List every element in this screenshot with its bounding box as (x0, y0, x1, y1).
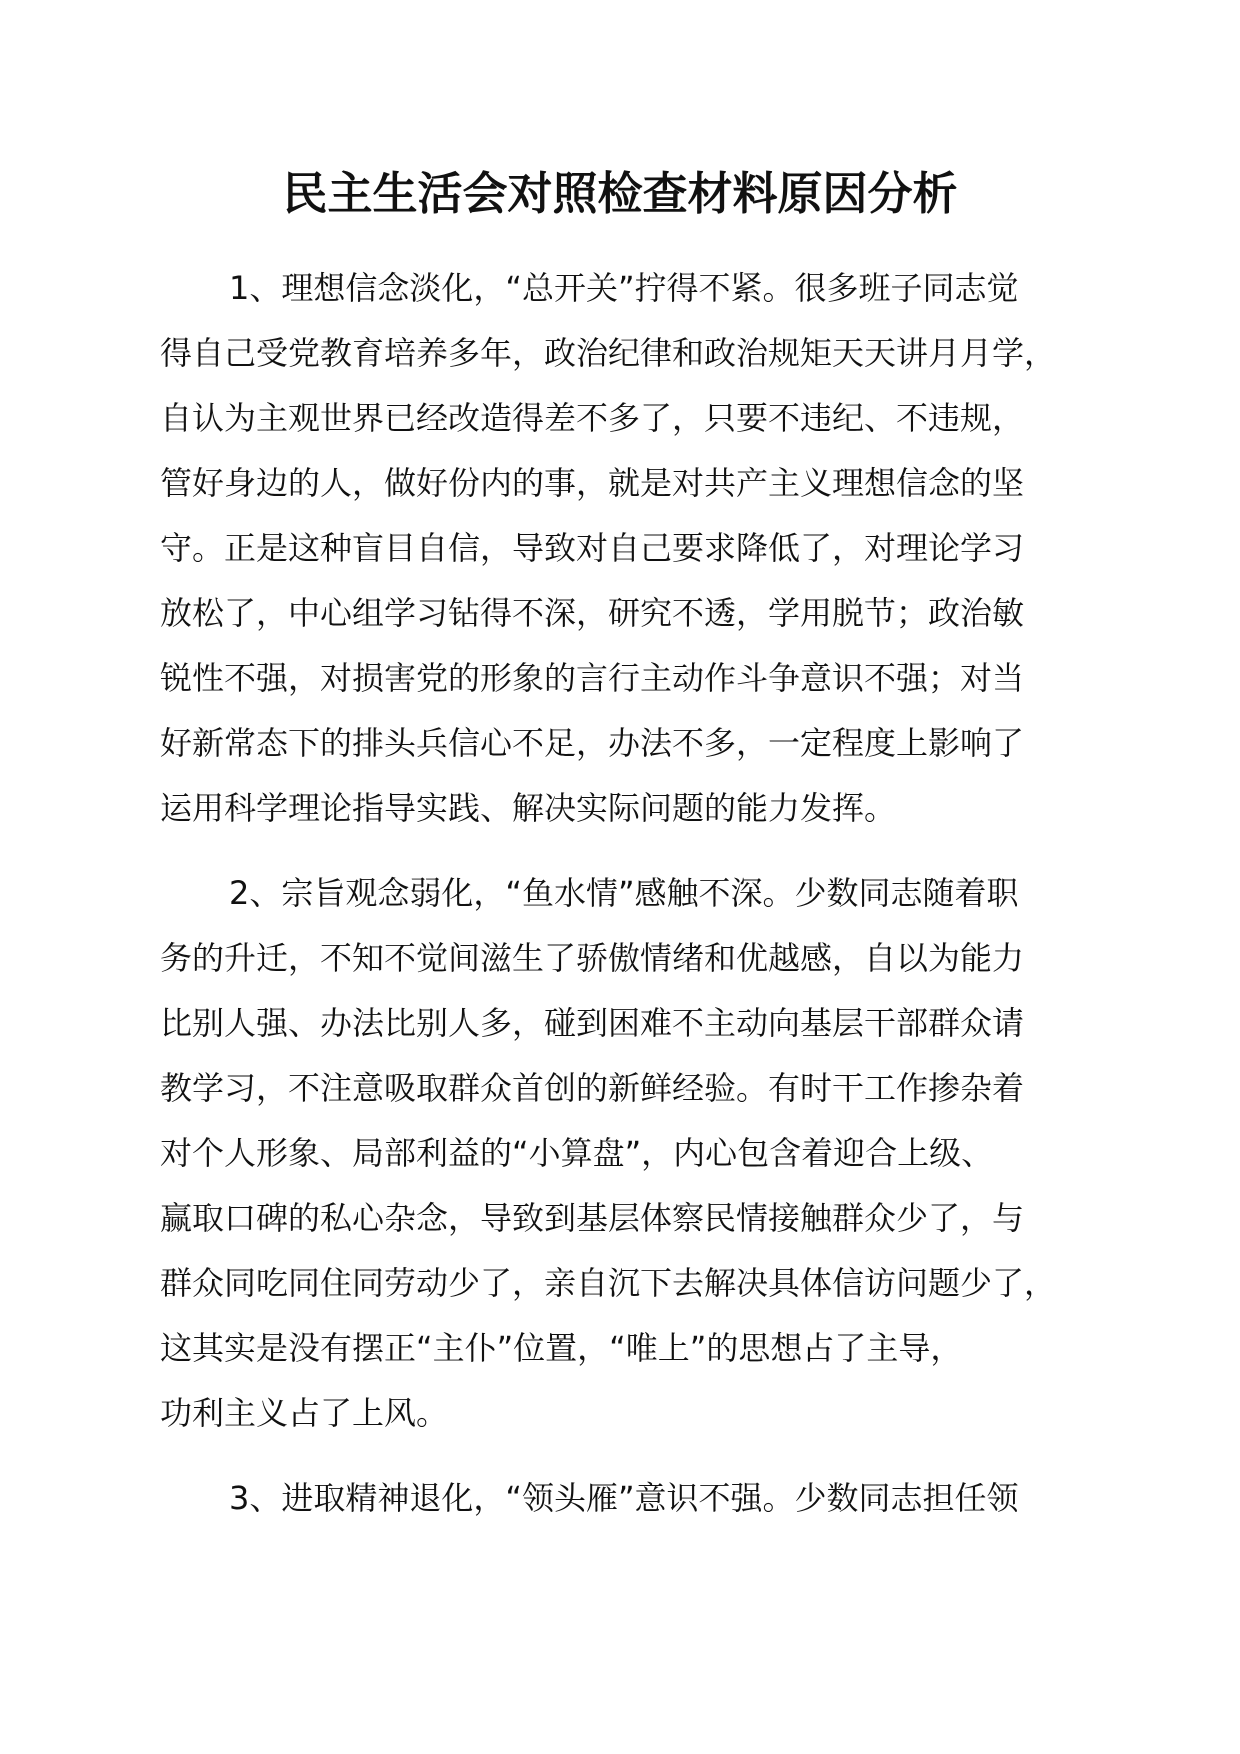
paragraph-line: 运用科学理论指导实践、解决实际问题的能力发挥。 (160, 789, 897, 827)
document-title: 民主生活会对照检查材料原因分析 (282, 167, 958, 220)
paragraph-line: 守。正是这种盲目自信，导致对自己要求降低了，对理论学习 (160, 529, 1025, 567)
paragraph-line: 教学习，不注意吸取群众首创的新鲜经验。有时干工作掺杂着 (160, 1069, 1025, 1107)
paragraph-line: 锐性不强，对损害党的形象的言行主动作斗争意识不强；对当 (160, 659, 1025, 697)
paragraph-line: 务的升迁，不知不觉间滋生了骄傲情绪和优越感，自以为能力 (160, 939, 1025, 977)
paragraph-line: 赢取口碑的私心杂念，导致到基层体察民情接触群众少了，与 (160, 1199, 1025, 1237)
paragraph-line: 放松了，中心组学习钻得不深，研究不透，学用脱节；政治敏 (160, 594, 1025, 632)
paragraph-line: 2、宗旨观念弱化，“鱼水情”感触不深。少数同志随着职 (229, 874, 1019, 912)
paragraph-2 (160, 861, 1120, 1446)
paragraph-line: 这其实是没有摆正“主仆”位置，“唯上”的思想占了主导， (160, 1329, 963, 1367)
paragraph-1 (160, 256, 1120, 841)
paragraph-line: 比别人强、办法比别人多，碰到困难不主动向基层干部群众请 (160, 1004, 1025, 1042)
paragraph-line: 得自己受党教育培养多年，政治纪律和政治规矩天天讲月月学， (160, 334, 1057, 372)
paragraph-line: 对个人形象、局部利益的“小算盘”，内心包含着迎合上级、 (160, 1134, 994, 1172)
paragraph-line: 1、理想信念淡化，“总开关”拧得不紧。很多班子同志觉 (229, 269, 1019, 307)
paragraph-line: 群众同吃同住同劳动少了，亲自沉下去解决具体信访问题少了， (160, 1264, 1057, 1302)
paragraph-3 (160, 1466, 1120, 1531)
paragraph-line: 自认为主观世界已经改造得差不多了，只要不违纪、不违规， (160, 399, 1025, 437)
paragraph-line: 3、进取精神退化，“领头雁”意识不强。少数同志担任领 (229, 1479, 1019, 1517)
paragraph-line: 好新常态下的排头兵信心不足，办法不多，一定程度上影响了 (160, 724, 1025, 762)
paragraph-line: 管好身边的人，做好份内的事，就是对共产主义理想信念的坚 (160, 464, 1025, 502)
paragraph-line: 功利主义占了上风。 (160, 1394, 449, 1432)
